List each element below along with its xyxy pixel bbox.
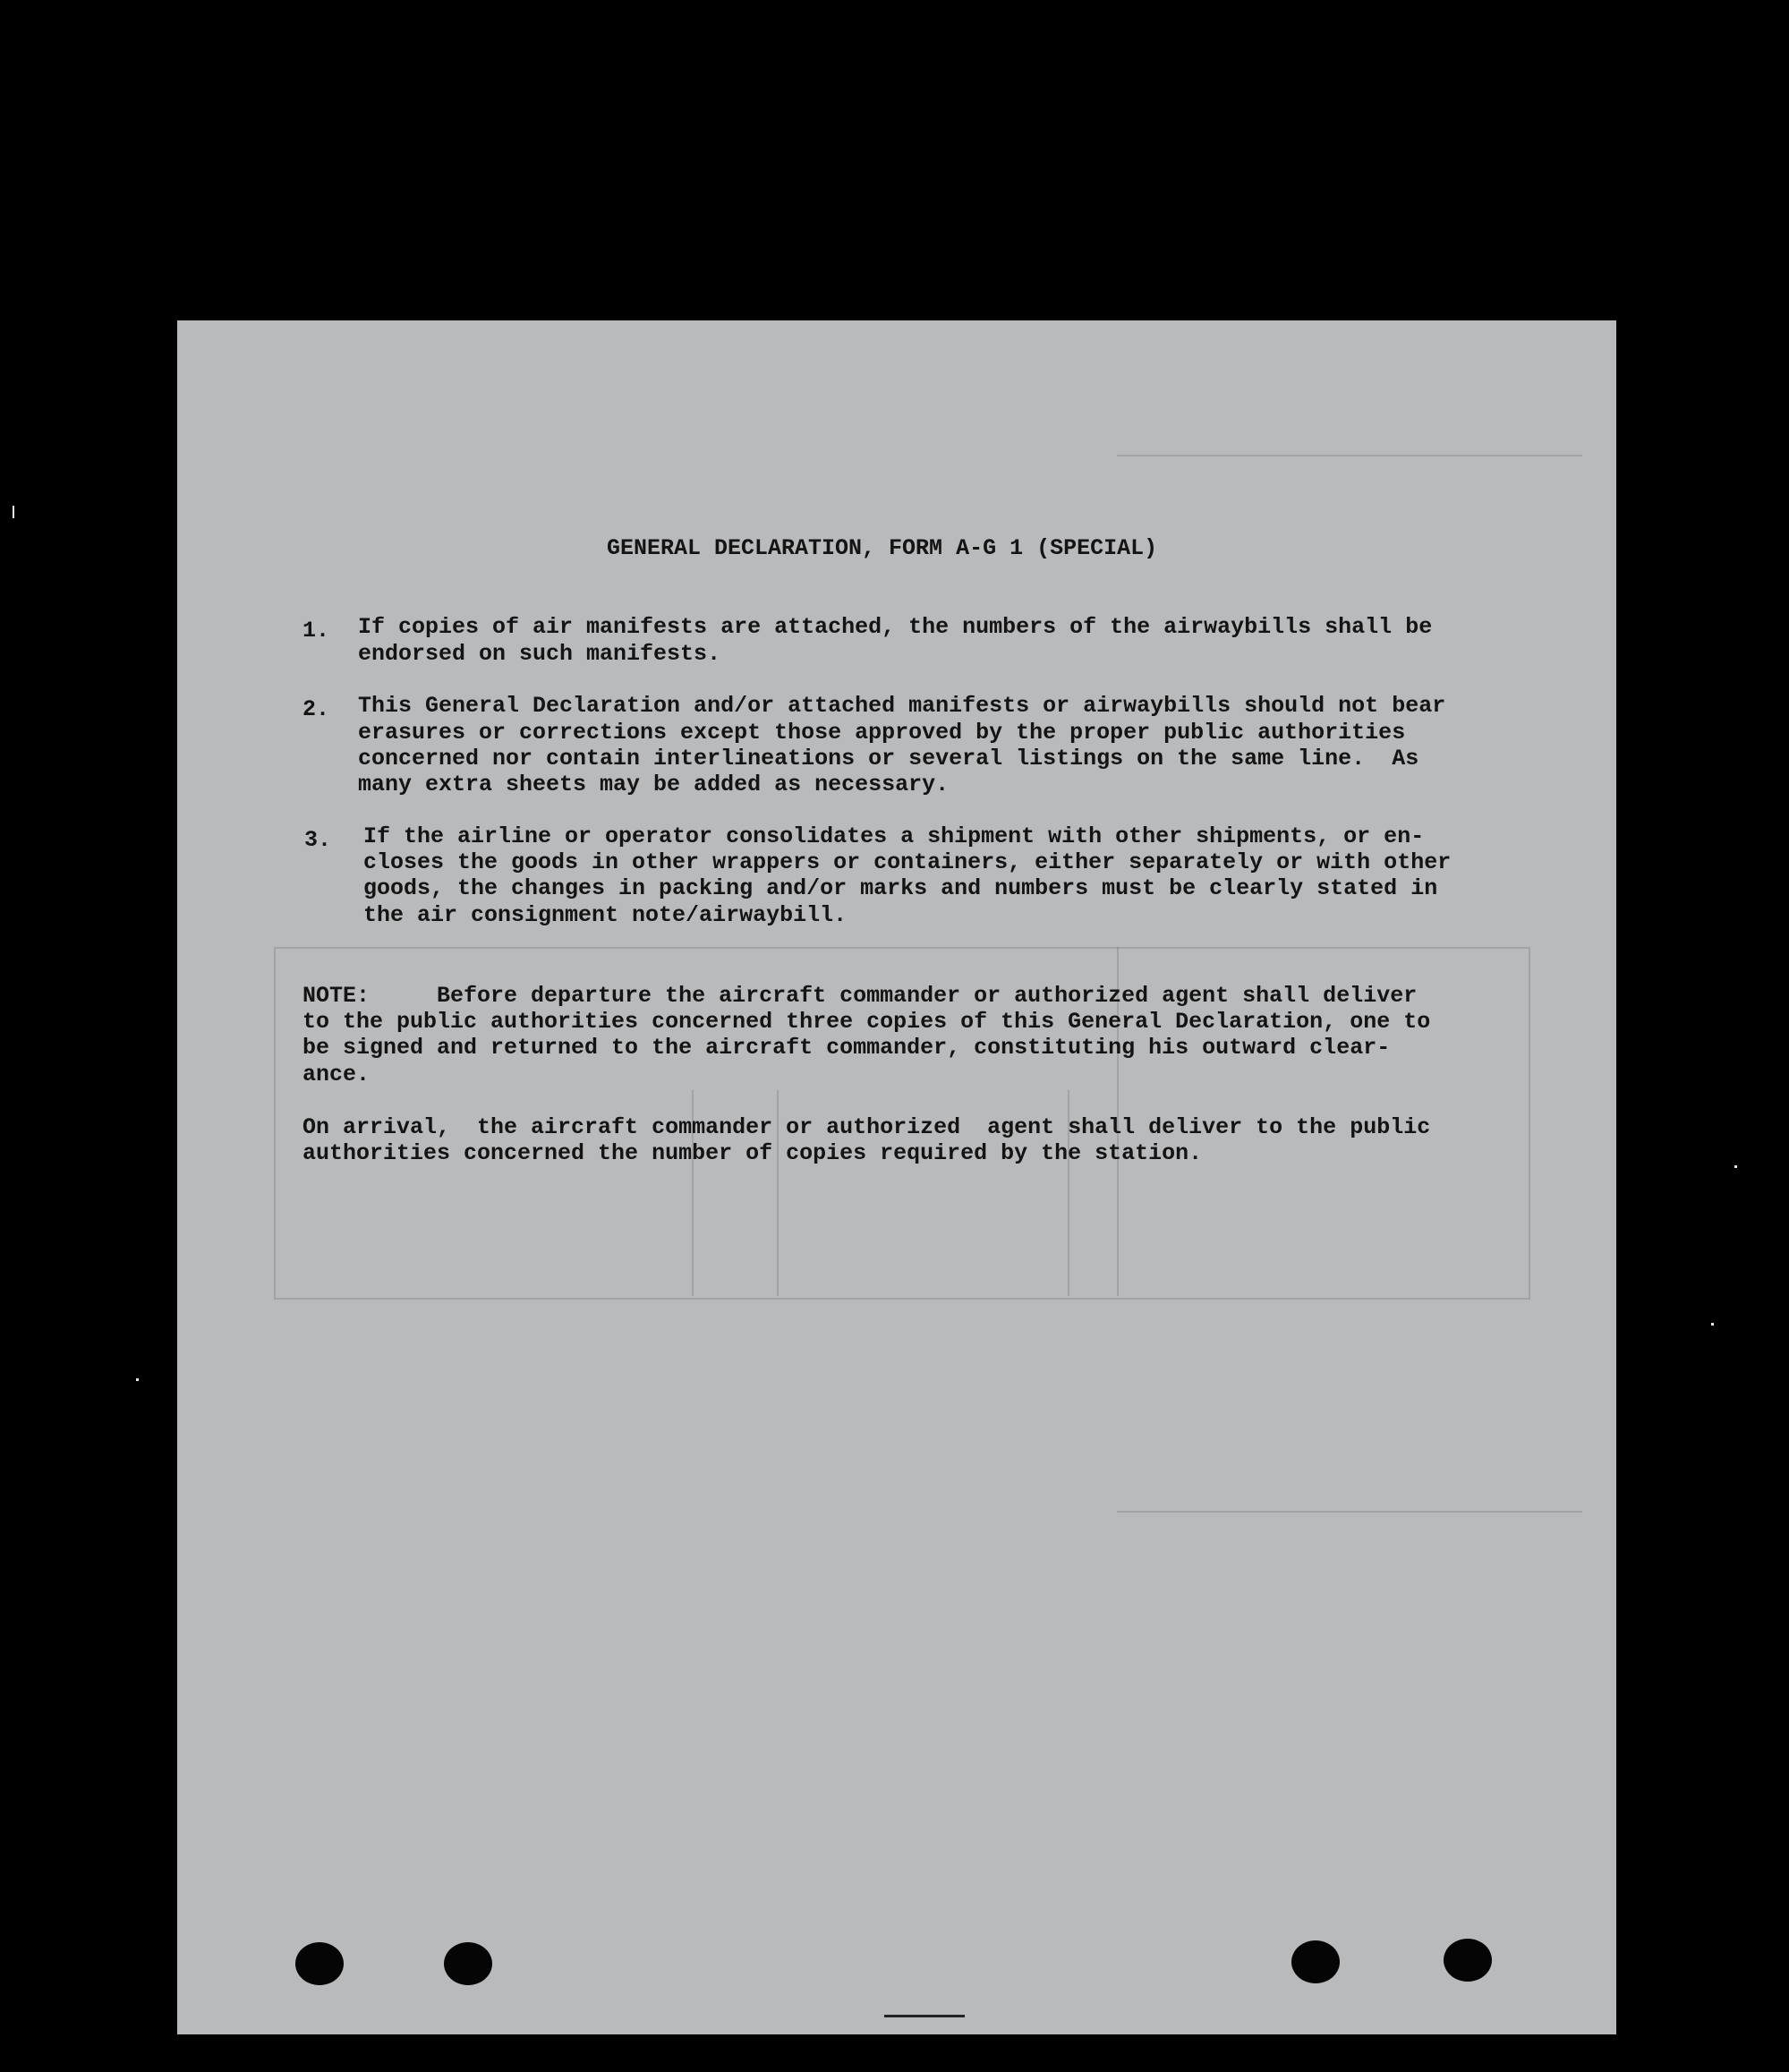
note-line: ance.	[302, 1062, 371, 1087]
item-number: 3.	[304, 827, 332, 853]
item-text-line: If the airline or operator consolidates a shipment with other shipments, or en-	[363, 823, 1425, 849]
document-page	[177, 320, 1616, 2034]
scan-speck	[1711, 1323, 1714, 1326]
form-title: GENERAL DECLARATION, FORM A-G 1 (SPECIAL)	[607, 535, 1158, 561]
item-text-line: many extra sheets may be added as necessary.	[358, 772, 950, 797]
item-text-line: endorsed on such manifests.	[358, 641, 721, 667]
item-text-line: closes the goods in other wrappers or containers, either separately or with other	[363, 849, 1452, 875]
item-text-line: erasures or corrections except those approved by the proper public authorities	[358, 720, 1406, 746]
arrival-line: authorities concerned the number of copies required by the station.	[302, 1140, 1203, 1166]
item-text-line: the air consignment note/airwaybill.	[363, 902, 848, 928]
scan-speck	[1734, 1165, 1737, 1168]
bleed-through-rule	[1117, 455, 1582, 456]
item-text-line: This General Declaration and/or attached manifests or airwaybills should not bear	[358, 693, 1446, 719]
scan-speck	[136, 1378, 139, 1381]
note-line: to the public authorities concerned three copies of this General Declaration, one to	[302, 1009, 1431, 1035]
punch-hole	[444, 1942, 492, 1985]
scan-speck	[13, 506, 14, 518]
item-text-line: concerned nor contain interlineations or several listings on the same line. As	[358, 746, 1419, 772]
item-number: 1.	[302, 618, 330, 644]
note-line: be signed and returned to the aircraft commander, constituting his outward clear-	[302, 1035, 1391, 1061]
item-text-line: If copies of air manifests are attached, the numbers of the airwaybills shall be	[358, 614, 1433, 640]
item-text-line: goods, the changes in packing and/or marks and numbers must be clearly stated in	[363, 875, 1438, 901]
staple-mark	[884, 2015, 965, 2017]
punch-hole	[295, 1942, 344, 1985]
note-line: NOTE: Before departure the aircraft commander or authorized agent shall deliver	[302, 983, 1418, 1009]
item-number: 2.	[302, 696, 330, 722]
punch-hole	[1291, 1940, 1340, 1983]
punch-hole	[1444, 1939, 1492, 1982]
arrival-line: On arrival, the aircraft commander or authorized agent shall deliver to the public	[302, 1114, 1431, 1140]
bleed-through-rule	[1117, 1511, 1582, 1513]
